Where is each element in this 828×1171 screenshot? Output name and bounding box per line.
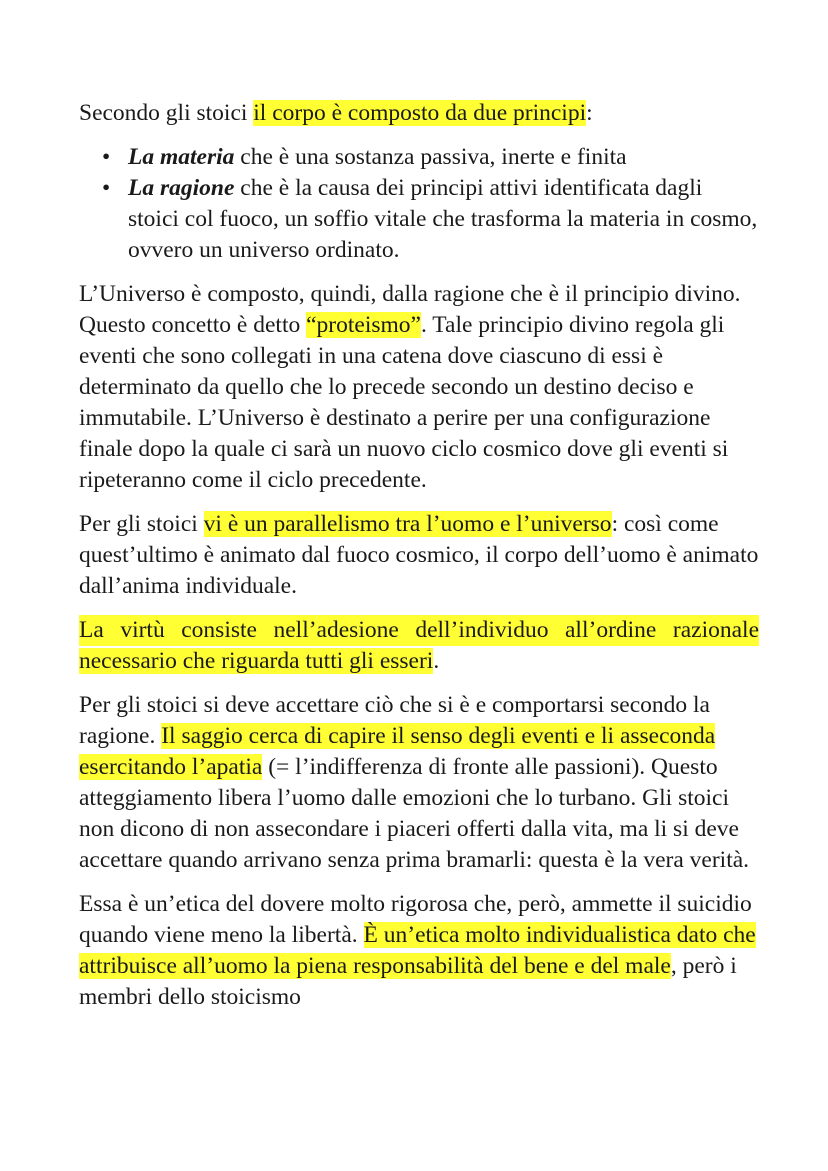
parallelism-paragraph: Per gli stoici vi è un parallelismo tra l’uomo e l’universo: così come quest’ultimo è animato dal fuoco cosmico, il corpo dell’uomo è animato dall’anima individuale. [79,511,759,599]
intro-paragraph [79,98,759,129]
universe-paragraph: L’Universo è composto, quindi, dalla ragione che è il principio divino. Questo concetto è detto “proteismo”. Tale principio divino regola gli eventi che sono collegati in una catena dove ciascuno di essi è determinato da quello che lo precede secondo un destino deciso e immutabile. L’Universo è destinato a perire per una configurazione finale dopo la quale ci sarà un nuovo ciclo cosmico dove gli eventi si ripeteranno come il ciclo precedente. [79,281,741,493]
list-item [102,142,759,173]
principle-description: che è la causa dei principi attivi identificata dagli stoici col fuoco, un soffio vitale che trasforma la materia in cosmo, ovvero un universo ordinato. [128,175,758,263]
list-item [102,173,759,266]
virtue-paragraph: La virtù consiste nell’adesione dell’individuo all’ordine razionale necessario che riguarda tutti gli esseri. [79,617,759,674]
virtue-highlight-line2: necessario che riguarda tutti gli esseri [79,648,434,674]
principle-term: La materia [128,144,235,170]
ethics-paragraph: Essa è un’etica del dovere molto rigorosa che, però, ammette il suicidio quando viene meno la libertà. È un’etica molto individualistica dato che attribuisce all’uomo la piena responsabilità del bene e del male, però i membri dello stoicismo [79,891,756,1010]
principles-list [79,142,759,266]
virtue-highlight-line1: La virtù consiste nell’adesione dell’individuo all’ordine razionale [79,615,759,646]
intro-text: Secondo gli stoici [79,100,254,126]
intro-colon: : [586,100,593,126]
sage-paragraph: Per gli stoici si deve accettare ciò che si è e comportarsi secondo la ragione. Il saggio cerca di capire il senso degli eventi e li asseconda esercitando l’apatia (= l’indifferenza di fronte alle passioni). Questo atteggiamento libera l’uomo dalle emozioni che lo turbano. Gli stoici non dicono di non assecondare i piaceri offerti dalla vita, ma li si deve accettare quando arrivano senza prima bramarli: questa è la vera verità. [79,692,750,873]
sage-highlight: Il saggio cerca di capire il senso degli eventi e li asseconda esercitando l’apatia [79,723,716,780]
document-body [79,98,759,1026]
bullet-icon: • [102,175,111,201]
principle-term: La ragione [128,175,235,201]
proteismo-highlight: “proteismo” [306,312,421,338]
intro-highlight: il corpo è composto da due principi [253,100,587,126]
principle-description: che è una sostanza passiva, inerte e finita [234,144,627,170]
bullet-icon: • [102,144,111,170]
parallelism-highlight: vi è un parallelismo tra l’uomo e l’universo [203,511,612,537]
ethics-highlight: È un’etica molto individualistica dato che attribuisce all’uomo la piena responsabilità del bene e del male [79,922,756,979]
